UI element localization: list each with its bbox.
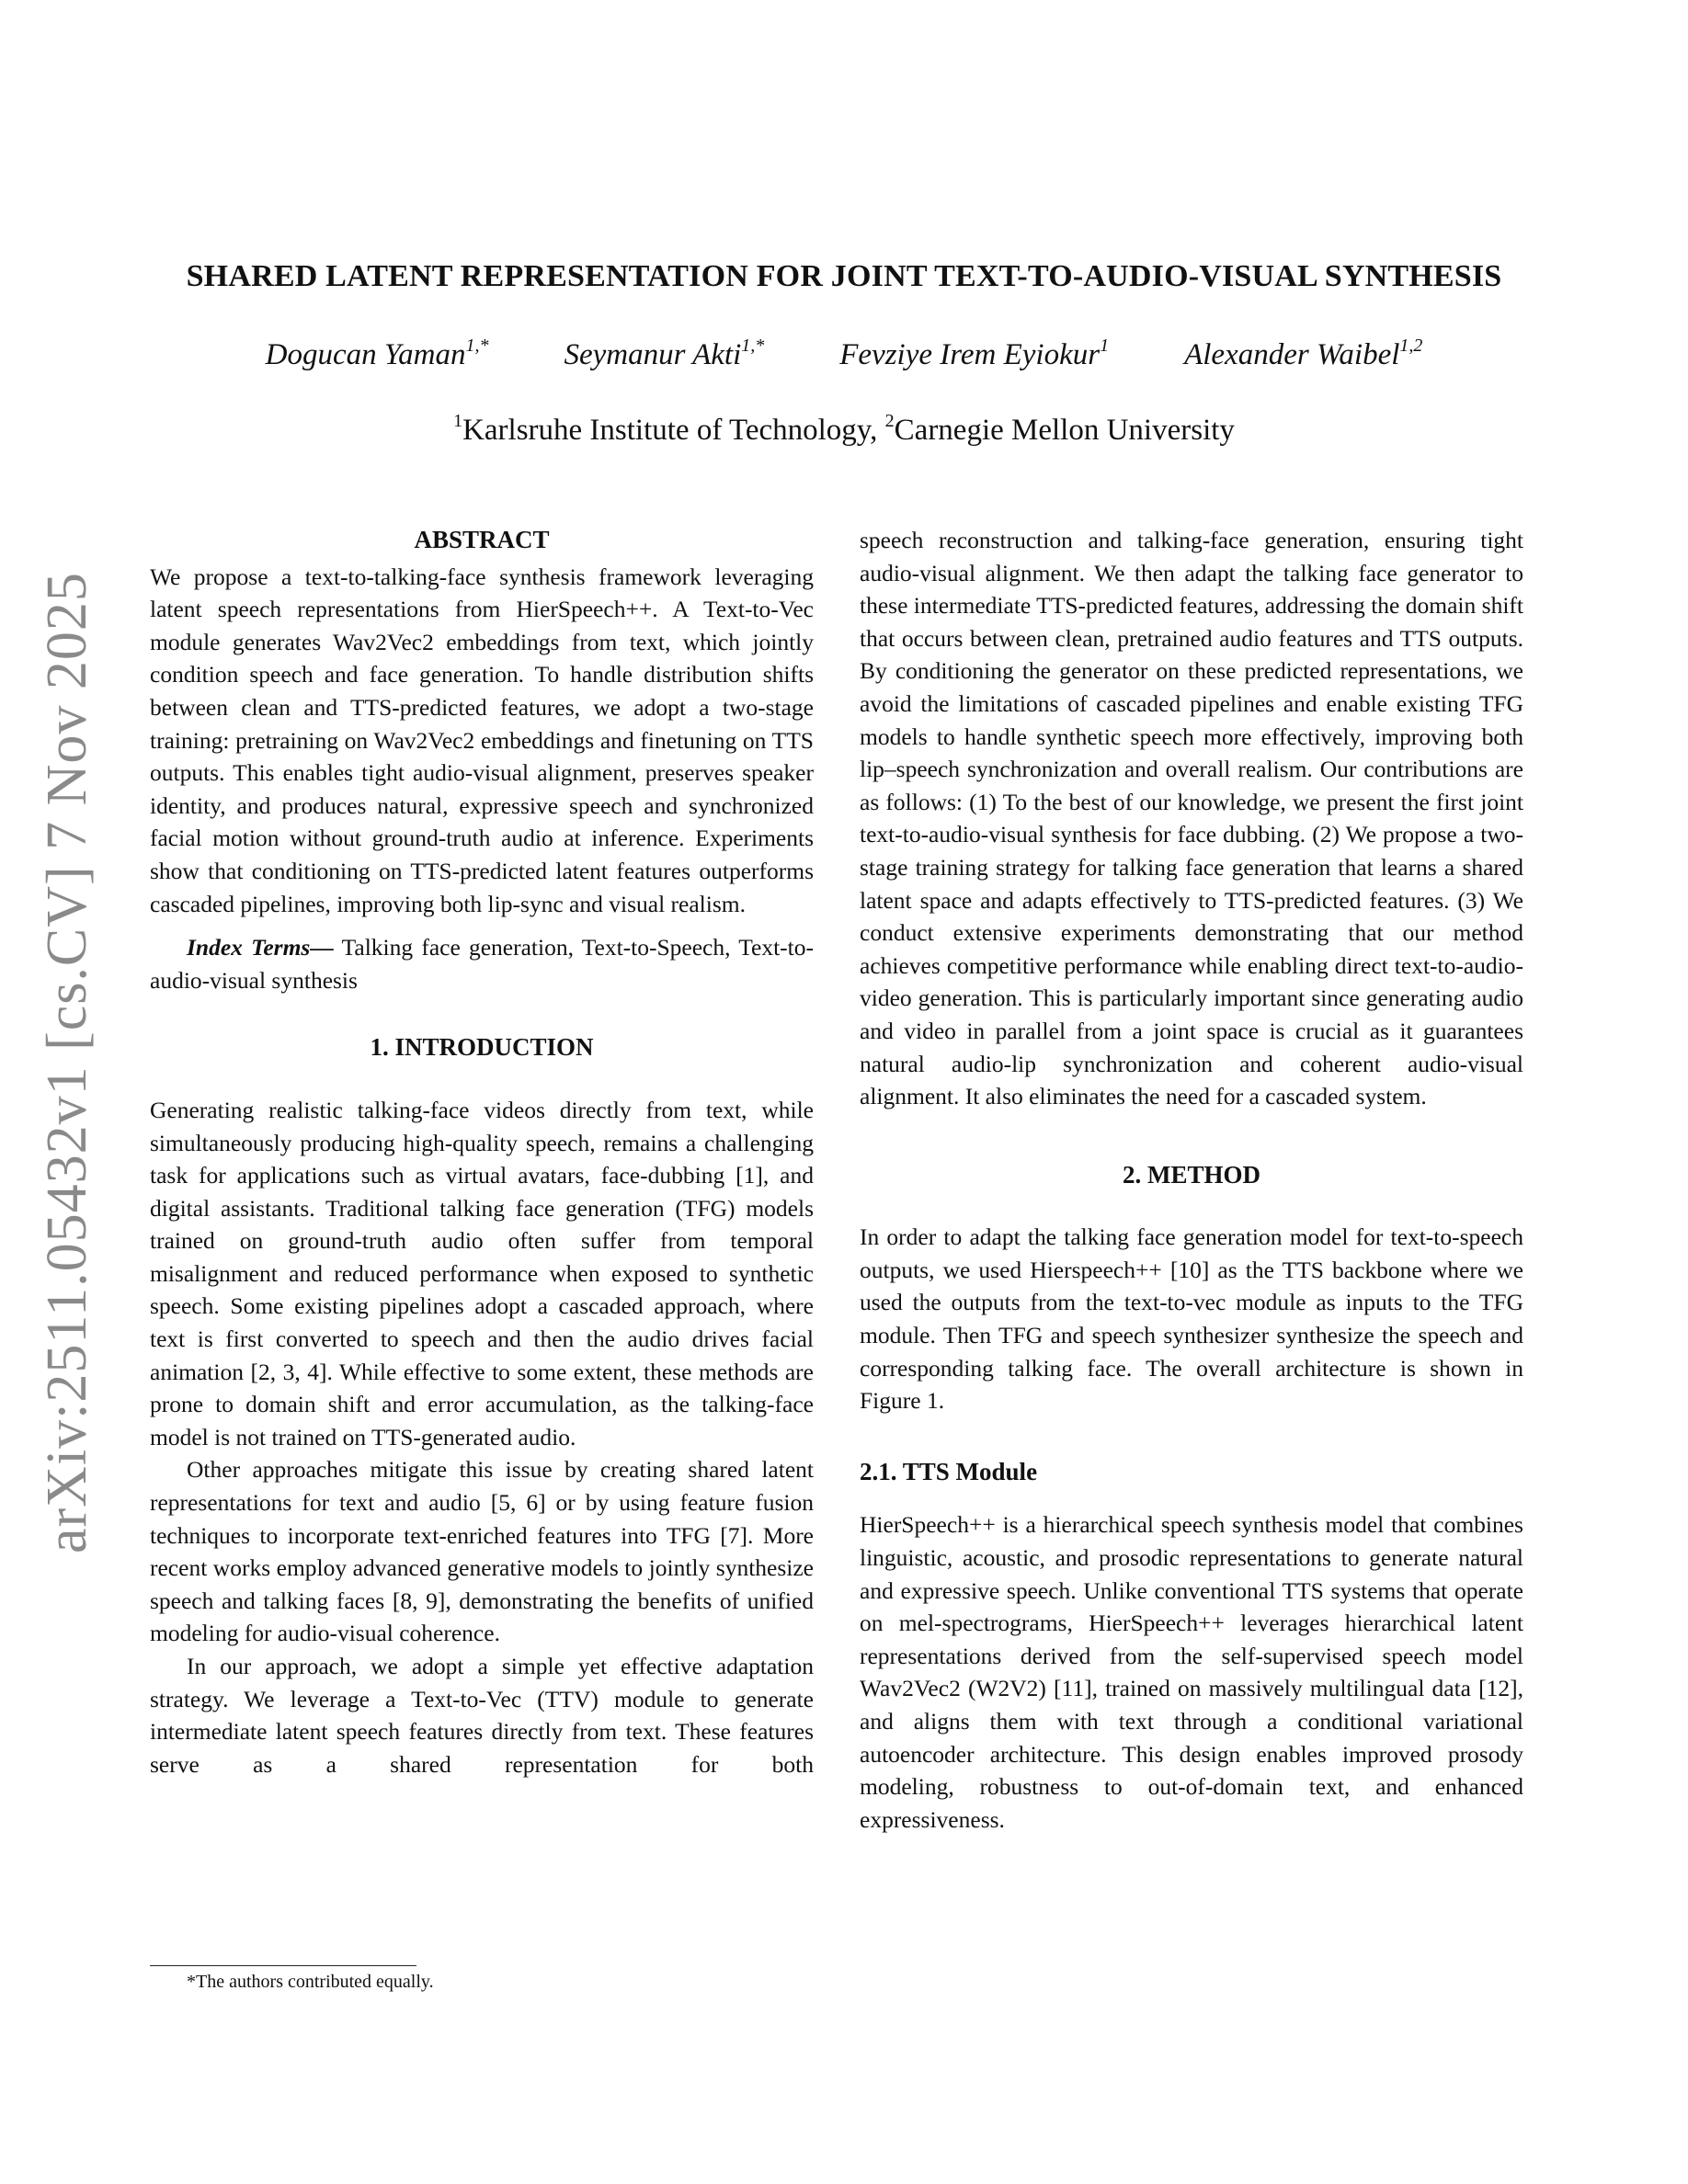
author: Dogucan Yaman$^{1,*}$ bbox=[265, 336, 489, 371]
method-paragraph-1: In order to adapt the talking face generation model for text-to-speech outputs, we used Hierspeech++ [10] as the TTS backbone where we used the outputs from the text-to-vec module as inputs to the TFG module. Then TFG and speech synthesizer synthesize the speech and corresponding talking face. The overall architecture is shown in Figure 1. bbox=[860, 1223, 1523, 1415]
abstract-text: We propose a text-to-talking-face synthesis framework leveraging latent speech representations from HierSpeech++. A Text-to-Vec module generates Wav2Vec2 embeddings from text, which jointly condition speech and face generation. To handle distribution shifts between clean and TTS-predicted features, we adopt a two-stage training: pretraining on Wav2Vec2 embeddings and finetuning on TTS outputs. This enables tight audio-visual alignment, preserves speaker identity, and produces natural, expressive speech and synchronized facial motion without ground-truth audio at inference. Experiments show that conditioning on TTS-predicted latent features outperforms cascaded pipelines, improving both lip-sync and visual realism. bbox=[150, 563, 814, 917]
affiliations: $^1$Karlsruhe Institute of Technology, $^2$Carnegie Mellon University bbox=[453, 411, 1235, 447]
author-list bbox=[0, 338, 1688, 372]
abstract-heading: ABSTRACT bbox=[414, 526, 550, 553]
intro-paragraph-3-continued: speech reconstruction and talking-face generation, ensuring tight audio-visual alignment. We then adapt the talking face generator to these intermediate TTS-predicted features, addressing the domain shift that occurs between clean, pretrained audio features and TTS outputs. By conditioning the generator on these predicted representations, we avoid the limitations of cascaded pipelines and enable existing TFG models to handle synthetic speech more effectively, improving both lip–speech synchronization and overall realism. Our contributions are as follows: (1) To the best of our knowledge, we present the first joint text-to-audio-visual synthesis for face dubbing. (2) We propose a two-stage training strategy for talking face generation that learns a shared latent space and adapts effectively to TTS-predicted features. (3) We conduct extensive experiments demonstrating that our method achieves competitive performance while enabling direct text-to-audio-video generation. This is particularly important since generating audio and video in parallel from a joint space is crucial as it guarantees natural audio-lip synchronization and coherent audio-visual alignment. It also eliminates the need for a cascaded system. bbox=[860, 527, 1523, 1110]
tts-module-paragraph: HierSpeech++ is a hierarchical speech synthesis model that combines linguistic, acoustic, and prosodic representations to generate natural and expressive speech. Unlike conventional TTS systems that operate on mel-spectrograms, HierSpeech++ leverages hierarchical latent representations derived from the self-supervised speech model Wav2Vec2 (W2V2) [11], trained on massively multilingual data [12], and aligns them with text through a conditional variational autoencoder architecture. This design enables improved prosody modeling, robustness to out-of-domain text, and enhanced expressiveness. bbox=[860, 1511, 1523, 1833]
left-column bbox=[150, 524, 814, 1780]
intro-paragraph-1: Generating realistic talking-face videos directly from text, while simultaneously producing high-quality speech, remains a challenging task for applications such as virtual avatars, face-dubbing [1], and digital assistants. Traditional talking face generation (TFG) models trained on ground-truth audio often suffer from temporal misalignment and reduced performance when exposed to synthetic speech. Some existing pipelines adopt a cascaded approach, where text is first converted to speech and then the audio drives facial animation [2, 3, 4]. While effective to some extent, these methods are prone to domain shift and error accumulation, as the talking-face model is not trained on TTS-generated audio. bbox=[150, 1096, 814, 1450]
author: Fevziye Irem Eyiokur$^1$ bbox=[839, 336, 1110, 371]
author: Seymanur Akti$^{1,*}$ bbox=[564, 336, 765, 371]
paper-title: SHARED LATENT REPRESENTATION FOR JOINT TEXT-TO-AUDIO-VISUAL SYNTHESIS bbox=[186, 259, 1502, 293]
author: Alexander Waibel$^{1,2}$ bbox=[1184, 336, 1423, 371]
index-terms: Index Terms— Talking face generation, Text-to-Speech, Text-to-audio-visual synthesis bbox=[150, 934, 814, 994]
affiliation: Carnegie Mellon University bbox=[894, 414, 1235, 447]
footnote-divider bbox=[150, 1965, 416, 1966]
intro-paragraph-3: In our approach, we adopt a simple yet effective adaptation strategy. We leverage a Text-to-Vec (TTV) module to generate intermediate latent speech features directly from text. These features serve as a shared representation for both bbox=[150, 1653, 814, 1778]
intro-paragraph-2: Other approaches mitigate this issue by creating shared latent representations for text and audio [5, 6] or by using feature fusion techniques to incorporate text-enriched features into TFG [7]. More recent works employ advanced generative models to jointly synthesize speech and talking faces [8, 9], demonstrating the benefits of unified modeling for audio-visual coherence. bbox=[150, 1456, 814, 1647]
tts-module-heading: 2.1. TTS Module bbox=[860, 1457, 1038, 1485]
affiliation: Karlsruhe Institute of Technology, bbox=[462, 414, 878, 447]
arxiv-identifier-stamp: arXiv:2511.05432v1 [cs.CV] 7 Nov 2025 bbox=[36, 572, 98, 1553]
footnote: *The authors contributed equally. bbox=[187, 1972, 434, 1992]
right-column bbox=[860, 524, 1523, 1836]
index-terms-label: Index Terms— bbox=[187, 934, 334, 961]
method-heading: 2. METHOD bbox=[1122, 1160, 1260, 1189]
introduction-heading: 1. INTRODUCTION bbox=[370, 1033, 594, 1062]
